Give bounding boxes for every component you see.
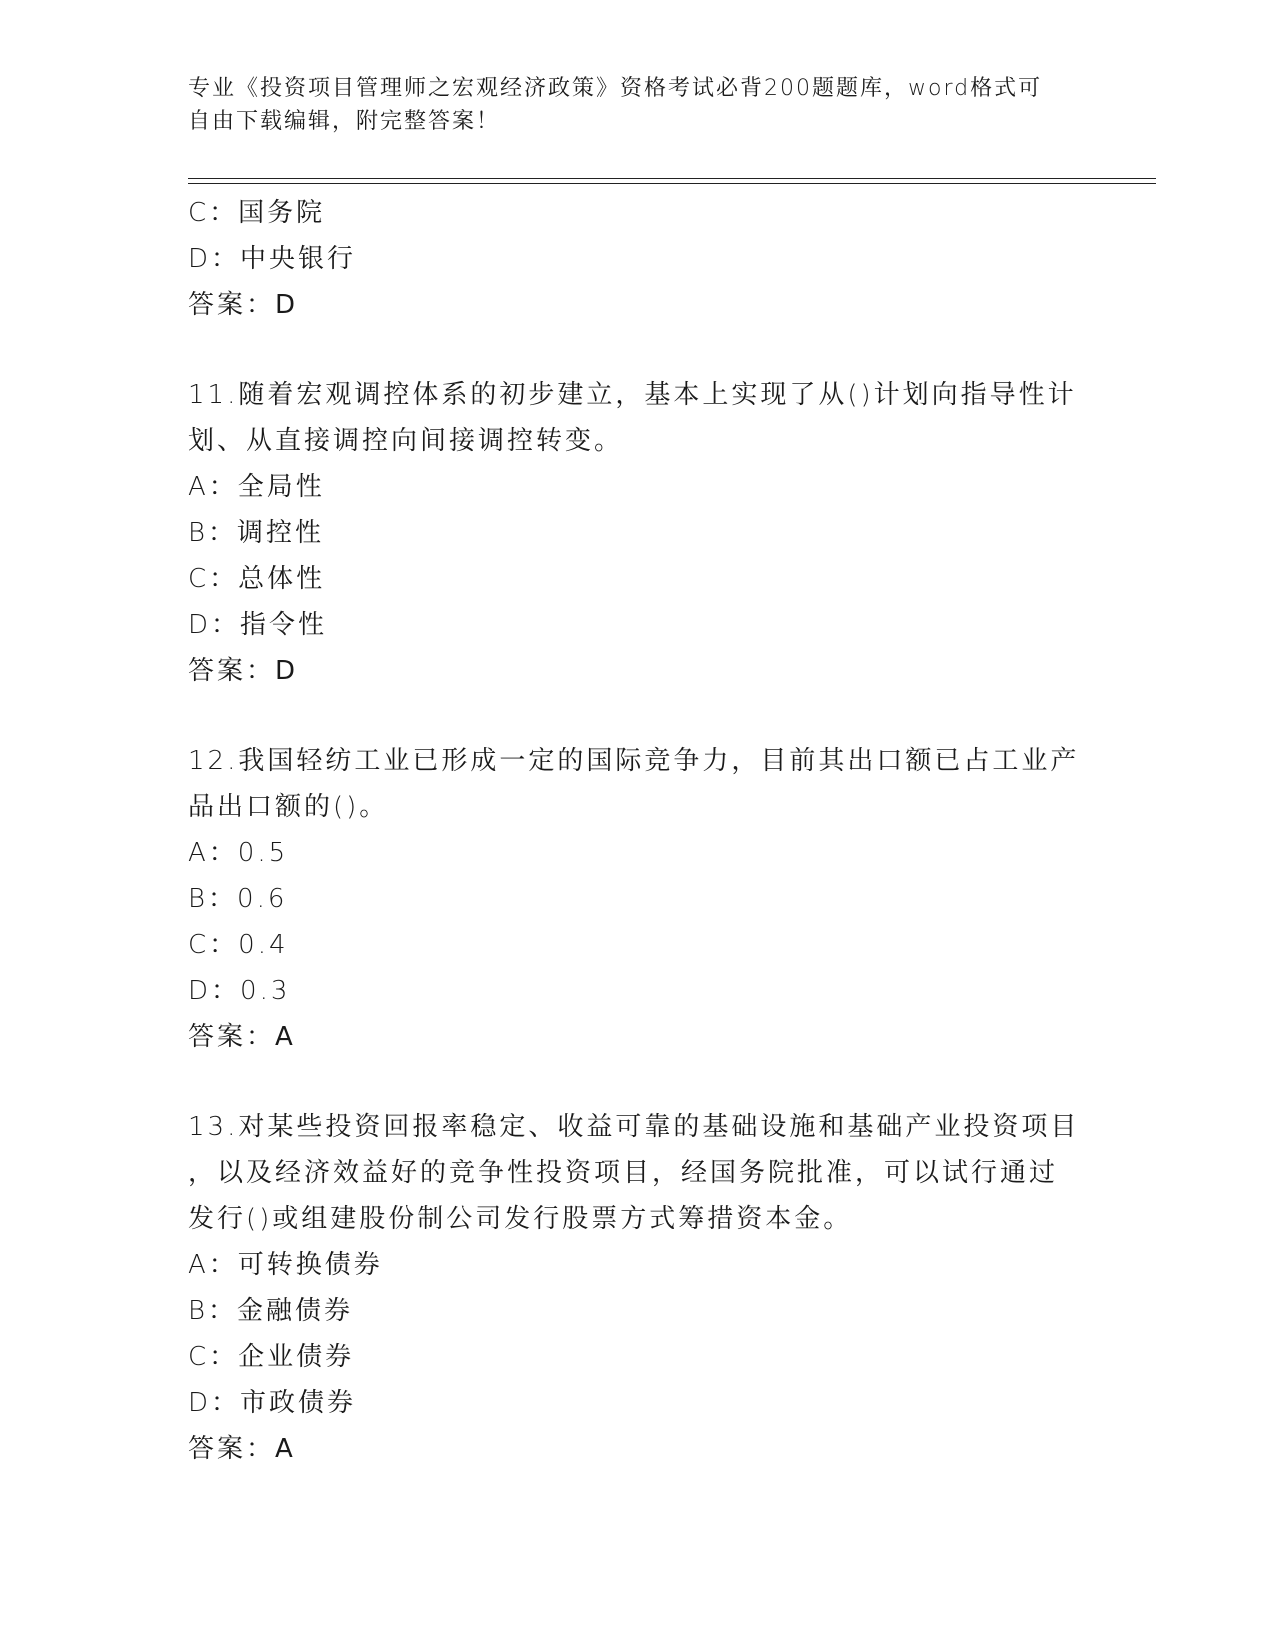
- option-d: D：中央银行: [188, 244, 357, 274]
- question-stem-line: 13.对某些投资回报率稳定、收益可靠的基础设施和基础产业投资项目: [188, 1112, 1080, 1142]
- spacer: [188, 694, 1088, 738]
- question-12: [188, 738, 1088, 1060]
- answer-line: 答案：A: [188, 1022, 296, 1052]
- page-header: [188, 72, 1088, 138]
- prev-question-block: [188, 190, 1088, 328]
- spacer: [188, 1060, 1088, 1104]
- question-stem-line: 划、从直接调控向间接调控转变。: [188, 426, 624, 456]
- answer-line: 答案：A: [188, 1434, 296, 1464]
- question-stem-line: ，以及经济效益好的竞争性投资项目，经国务院批准，可以试行通过: [188, 1158, 1059, 1188]
- question-stem-line: 11.随着宏观调控体系的初步建立，基本上实现了从()计划向指导性计: [188, 380, 1077, 410]
- question-11: [188, 372, 1088, 694]
- question-content: [188, 190, 1088, 1472]
- option-a: A：可转换债券: [188, 1250, 383, 1280]
- spacer: [188, 328, 1088, 372]
- answer-line: 答案：D: [188, 656, 299, 686]
- option-d: D：0.3: [188, 976, 291, 1006]
- header-divider-top: [188, 178, 1156, 179]
- header-divider-bottom: [188, 183, 1156, 184]
- question-stem-line: 12.我国轻纺工业已形成一定的国际竞争力，目前其出口额已占工业产: [188, 746, 1080, 776]
- option-d: D：市政债券: [188, 1388, 357, 1418]
- question-stem-line: 品出口额的()。: [188, 792, 389, 822]
- option-c: C：企业债券: [188, 1342, 355, 1372]
- question-13: [188, 1104, 1088, 1472]
- option-a: A：全局性: [188, 472, 325, 502]
- question-stem-line: 发行()或组建股份制公司发行股票方式筹措资本金。: [188, 1204, 853, 1234]
- option-b: B：金融债券: [188, 1296, 354, 1326]
- header-title-line-2: 自由下载编辑，附完整答案！: [188, 109, 501, 134]
- option-c: C：总体性: [188, 564, 326, 594]
- answer-line: 答案：D: [188, 290, 299, 320]
- option-c: C：国务院: [188, 198, 326, 228]
- option-b: B：0.6: [188, 884, 288, 914]
- option-d: D：指令性: [188, 610, 328, 640]
- option-a: A：0.5: [188, 838, 289, 868]
- header-title-line-1: 专业《投资项目管理师之宏观经济政策》资格考试必背200题题库，word格式可: [188, 76, 1043, 101]
- option-c: C：0.4: [188, 930, 289, 960]
- option-b: B：调控性: [188, 518, 325, 548]
